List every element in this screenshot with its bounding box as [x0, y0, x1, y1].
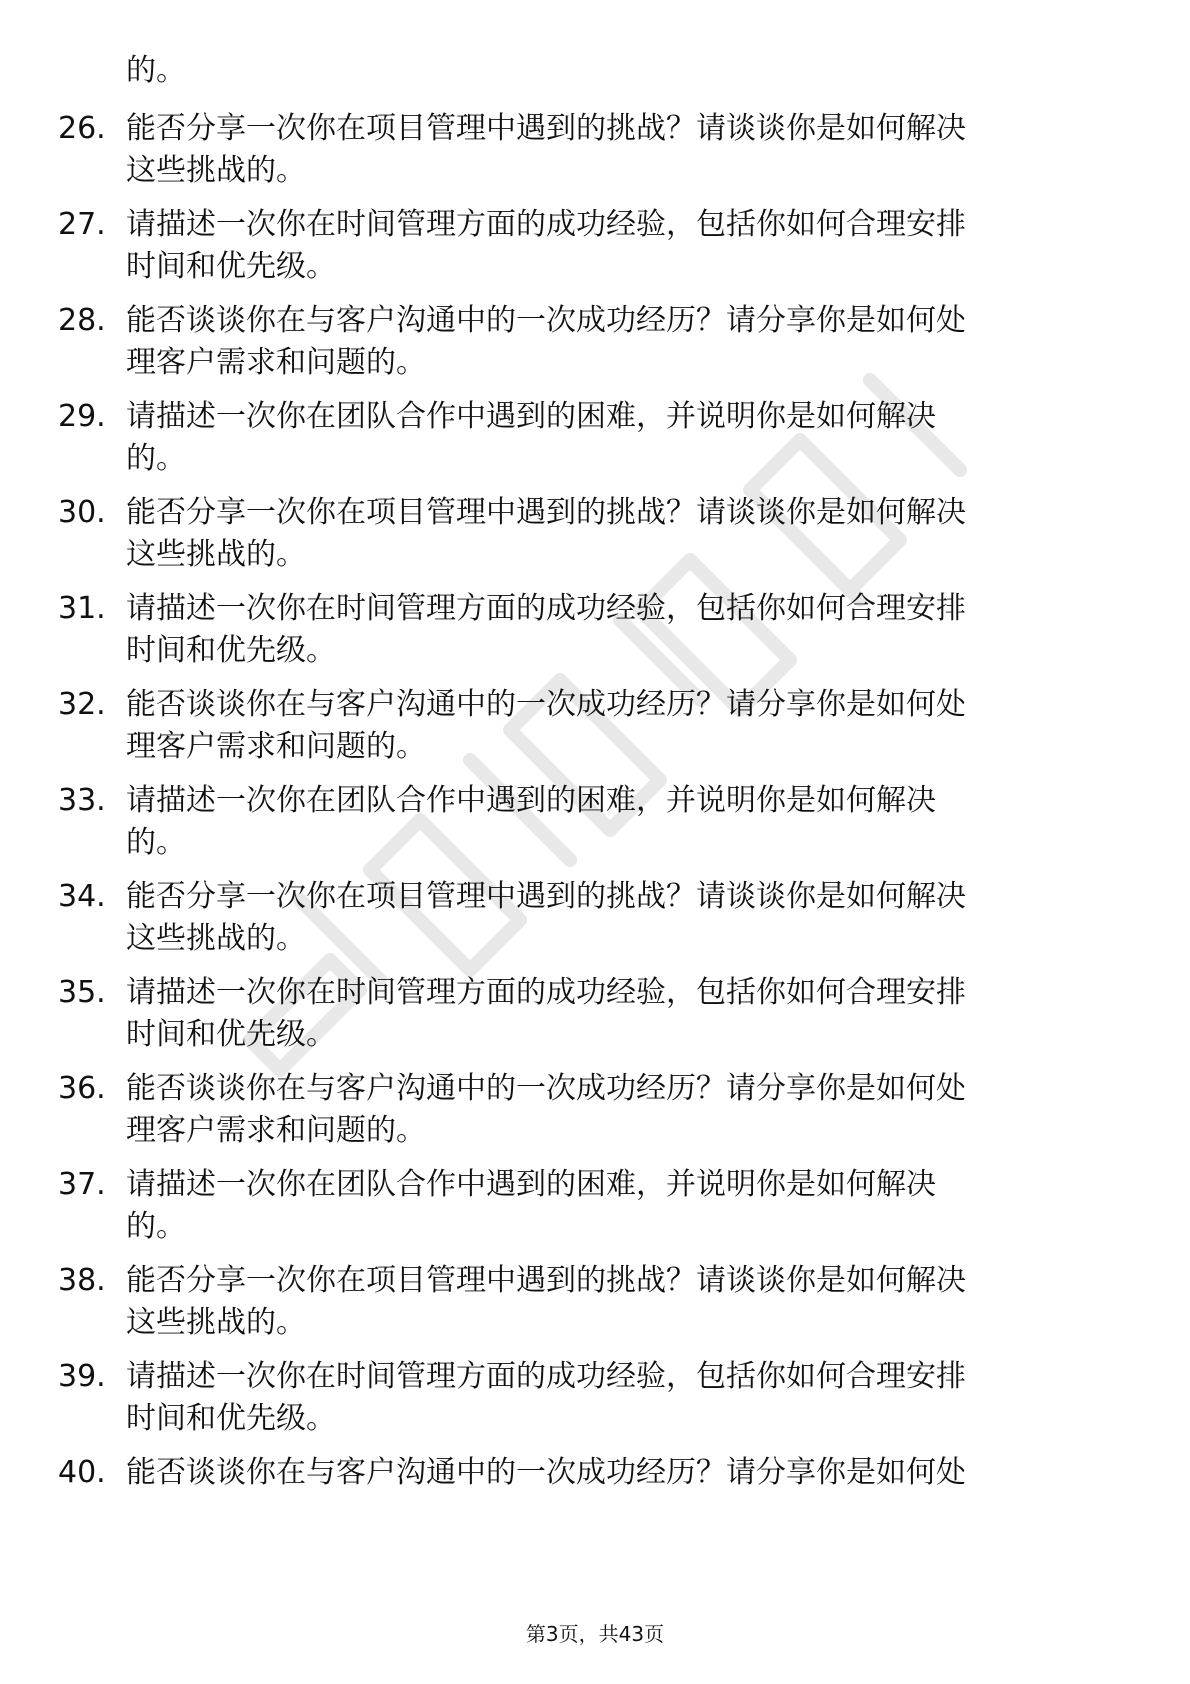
item-text-line1: 能否谈谈你在与客户沟通中的一次成功经历？请分享你是如何处	[126, 303, 966, 338]
item-number: 32.	[58, 687, 106, 722]
item-text-line1: 请描述一次你在团队合作中遇到的困难，并说明你是如何解决	[126, 783, 936, 818]
item-text-line2: 时间和优先级。	[126, 1017, 336, 1052]
item-number: 34.	[58, 879, 106, 914]
item-text-line2: 理客户需求和问题的。	[126, 1113, 426, 1148]
item-text-line1: 能否谈谈你在与客户沟通中的一次成功经历？请分享你是如何处	[126, 1455, 966, 1490]
item-number: 27.	[58, 207, 106, 242]
item-text-line2: 时间和优先级。	[126, 1401, 336, 1436]
item-text-line1: 请描述一次你在时间管理方面的成功经验，包括你如何合理安排	[126, 591, 966, 626]
item-text-line1: 能否分享一次你在项目管理中遇到的挑战？请谈谈你是如何解决	[126, 495, 966, 530]
item-number: 30.	[58, 495, 106, 530]
item-number: 29.	[58, 399, 106, 434]
item-text-line2: 的。	[126, 441, 186, 476]
continuation-text: 的。	[126, 53, 186, 88]
list-item	[0, 876, 1190, 960]
list-item	[0, 396, 1190, 480]
item-text-line2: 理客户需求和问题的。	[126, 345, 426, 380]
item-text-line1: 请描述一次你在团队合作中遇到的困难，并说明你是如何解决	[126, 399, 936, 434]
item-text-line2: 这些挑战的。	[126, 921, 306, 956]
list-item	[0, 1452, 1190, 1536]
item-text-line2: 理客户需求和问题的。	[126, 729, 426, 764]
item-text-line2: 的。	[126, 1209, 186, 1244]
item-number: 33.	[58, 783, 106, 818]
item-number: 39.	[58, 1359, 106, 1394]
item-text-line1: 请描述一次你在团队合作中遇到的困难，并说明你是如何解决	[126, 1167, 936, 1202]
item-number: 37.	[58, 1167, 106, 1202]
item-text-line1: 能否谈谈你在与客户沟通中的一次成功经历？请分享你是如何处	[126, 687, 966, 722]
list-item	[0, 1068, 1190, 1152]
item-text-line2: 这些挑战的。	[126, 537, 306, 572]
item-text-line1: 能否分享一次你在项目管理中遇到的挑战？请谈谈你是如何解决	[126, 111, 966, 146]
list-item	[0, 1356, 1190, 1440]
item-text-line1: 能否谈谈你在与客户沟通中的一次成功经历？请分享你是如何处	[126, 1071, 966, 1106]
item-number: 31.	[58, 591, 106, 626]
page-footer: 第3页，共43页	[525, 1622, 665, 1646]
item-number: 35.	[58, 975, 106, 1010]
list-item	[0, 972, 1190, 1056]
item-text-line2: 这些挑战的。	[126, 1305, 306, 1340]
item-text-line1: 请描述一次你在时间管理方面的成功经验，包括你如何合理安排	[126, 207, 966, 242]
item-text-line1: 请描述一次你在时间管理方面的成功经验，包括你如何合理安排	[126, 1359, 966, 1394]
item-text-line2: 这些挑战的。	[126, 153, 306, 188]
item-text-line1: 能否分享一次你在项目管理中遇到的挑战？请谈谈你是如何解决	[126, 1263, 966, 1298]
list-item	[0, 108, 1190, 192]
item-number: 40.	[58, 1455, 106, 1490]
list-item	[0, 1164, 1190, 1248]
list-item	[0, 204, 1190, 288]
list-item	[0, 1260, 1190, 1344]
item-number: 38.	[58, 1263, 106, 1298]
list-item	[0, 780, 1190, 864]
list-item	[0, 588, 1190, 672]
item-number: 36.	[58, 1071, 106, 1106]
item-number: 28.	[58, 303, 106, 338]
item-text-line1: 请描述一次你在时间管理方面的成功经验，包括你如何合理安排	[126, 975, 966, 1010]
list-item	[0, 300, 1190, 384]
list-item	[0, 492, 1190, 576]
item-text-line2: 时间和优先级。	[126, 633, 336, 668]
list-item	[0, 684, 1190, 768]
item-text-line2: 时间和优先级。	[126, 249, 336, 284]
item-text-line2: 的。	[126, 825, 186, 860]
item-text-line1: 能否分享一次你在项目管理中遇到的挑战？请谈谈你是如何解决	[126, 879, 966, 914]
item-number: 26.	[58, 111, 106, 146]
